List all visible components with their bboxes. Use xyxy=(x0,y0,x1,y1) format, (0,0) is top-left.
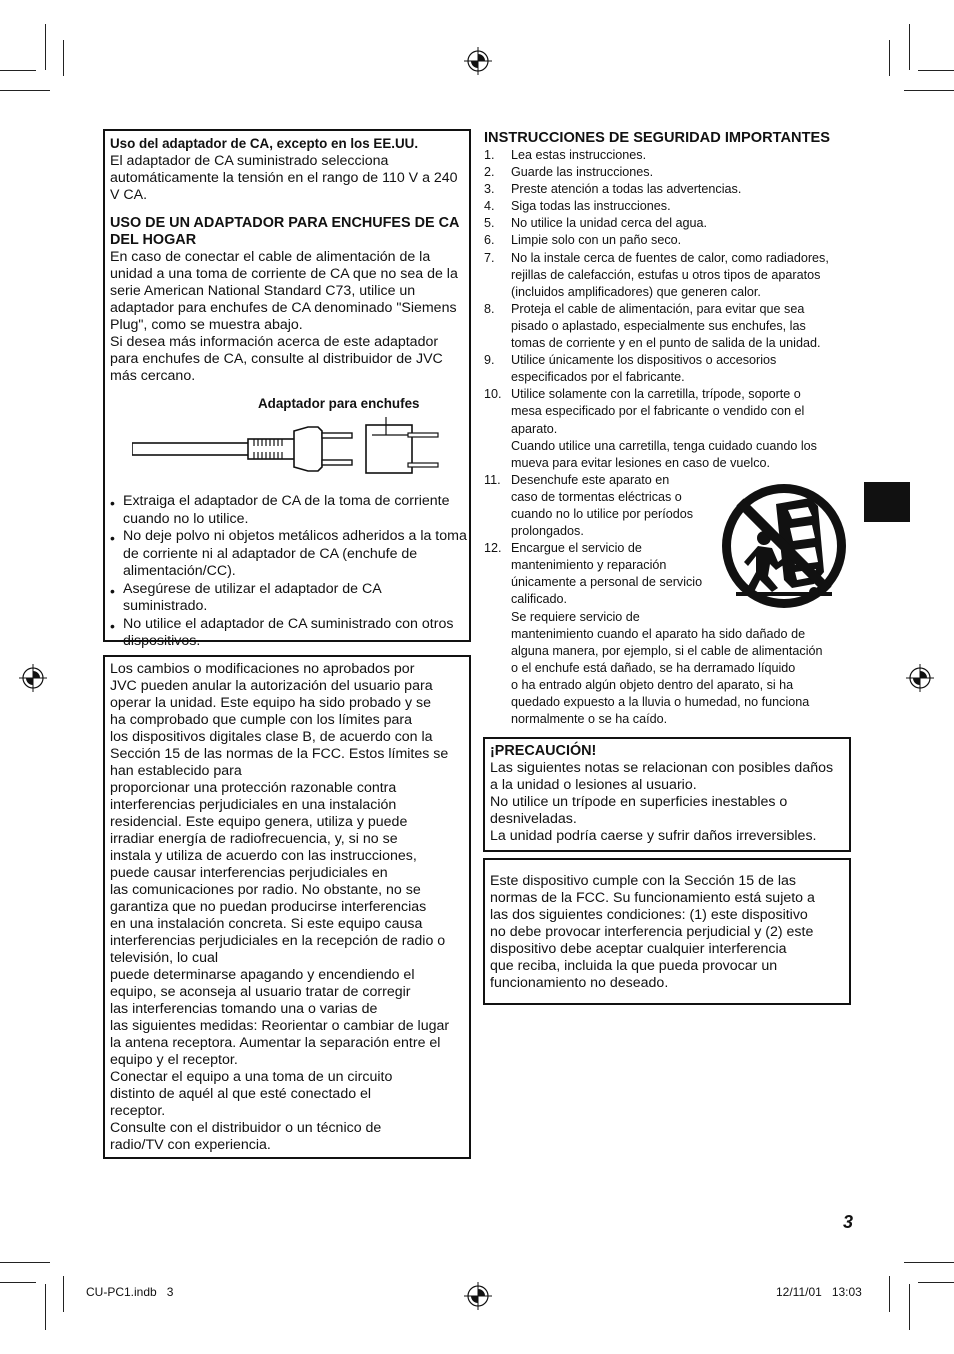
item-number: 4. xyxy=(484,199,495,214)
text-line: Lea estas instrucciones. xyxy=(511,148,647,162)
text-line: han establecido para xyxy=(110,763,242,779)
text-line: mesa especificado por el fabricante o vendido con el xyxy=(511,404,805,419)
text-line: mantenimiento cuando el aparato ha sido dañado de xyxy=(511,626,806,641)
ac-adapter-box xyxy=(103,129,471,649)
text-line: garantiza que no puedan producirse interferencias xyxy=(110,899,427,915)
registration-mark-bottom xyxy=(464,1282,492,1310)
item-text xyxy=(511,198,856,215)
text-line: la antena receptora. Aumentar la separación entre el xyxy=(110,1035,441,1051)
adapter-paragraph: El adaptador de CA suministrado selecciona automáticamente la tensión en el rango de 110 V a 240 V CA. xyxy=(110,153,458,203)
text-line: interferencias perjudiciales en una instalación xyxy=(110,797,397,813)
home-adapter-more-info: Si desea más información acerca de este adaptador para enchufes de CA, consulte al distribuidor de JVC más cercano. xyxy=(110,334,443,384)
safety-title: INSTRUCCIONES DE SEGURIDAD IMPORTANTES xyxy=(484,130,830,146)
safety-item xyxy=(484,386,856,471)
text-line: quedado expuesto a la lluvia o humedad, no funciona xyxy=(511,695,810,709)
footer-file: CU-PC1.indb 3 xyxy=(86,1285,174,1299)
text-line: normalmente o se ha caído. xyxy=(511,712,668,727)
text-line: en una instalación concreta. Si este equipo causa xyxy=(110,916,423,932)
text-line: Desenchufe este aparato en xyxy=(511,472,670,487)
registration-mark-right xyxy=(906,664,934,692)
text-line: caso de tormentas eléctricas o xyxy=(511,489,682,504)
text-line: cuando no lo utilice por períodos xyxy=(511,506,694,521)
text-line: normas de la FCC. Su funcionamiento está sujeto a xyxy=(490,890,815,906)
adapter-bullet-list xyxy=(110,493,468,651)
item-text xyxy=(511,352,856,386)
item-number: 6. xyxy=(484,233,495,248)
text-line: rejillas de calefacción, estufas u otros tipos de aparatos xyxy=(511,267,821,282)
text-line: No la instale cerca de fuentes de calor, como radiadores, xyxy=(511,250,829,265)
text-line: dispositivo debe aceptar cualquier interferencia xyxy=(490,941,787,957)
item-text xyxy=(511,181,856,198)
text-line: o el enchufe está dañado, se ha derramado líquido xyxy=(511,660,796,675)
text-line: las dos siguientes condiciones: (1) este dispositivo xyxy=(490,907,808,923)
home-adapter-paragraph: En caso de conectar el cable de alimentación de la unidad a una toma de corriente de CA que no sea de la serie American National Standard C73, utilice un adaptador para enchufes de CA denominado "Siemens Plug", como se muestra abajo. xyxy=(110,249,458,333)
caution-box xyxy=(483,737,851,852)
list-item: • Asegúrese de utilizar el adaptador de CA suministrado. xyxy=(110,581,468,616)
safety-item xyxy=(484,147,856,164)
fcc-compliance-box xyxy=(483,858,851,1005)
safety-item xyxy=(484,164,856,181)
text-line: Los cambios o modificaciones no aprobados por xyxy=(110,661,415,677)
list-item: • Extraiga el adaptador de CA de la toma de corriente cuando no lo utilice. xyxy=(110,493,468,528)
text-line: que reciba, incluida la que pueda provocar un xyxy=(490,958,778,974)
text-line: a la unidad o lesiones al usuario. xyxy=(490,777,697,793)
text-line: irradiar energía de radiofrecuencia, y, si no se xyxy=(110,831,398,847)
text-line: Sección 15 de las normas de la FCC. Estos límites se xyxy=(110,746,449,762)
text-line: Proteja el cable de alimentación, para evitar que sea xyxy=(511,301,805,316)
text-line: Preste atención a todas las advertencias. xyxy=(511,182,742,197)
text-line: No utilice un trípode en superficies inestables o xyxy=(490,794,788,810)
text-line: alguna manera, por ejemplo, si el cable de alimentación xyxy=(511,643,823,658)
text-line: interferencias perjudiciales en la recepción de radio o xyxy=(110,933,446,949)
safety-item xyxy=(484,181,856,198)
page-number: 3 xyxy=(843,1212,854,1232)
text-line: aparato. xyxy=(511,421,558,436)
text-line: ha comprobado que cumple con los límites para xyxy=(110,712,413,728)
text-line: tomas de corriente y en el punto de salida de la unidad. xyxy=(511,336,821,351)
section-tab xyxy=(864,482,910,522)
text-line: los dispositivos digitales clase B, de acuerdo con la xyxy=(110,729,433,745)
safety-list xyxy=(484,147,856,728)
safety-item xyxy=(484,301,856,352)
list-item: • No deje polvo ni objetos metálicos adheridos a la toma de corriente ni al adaptador de CA (enchufe de alimentación/CC). xyxy=(110,528,468,581)
text-line: La unidad podría caerse y sufrir daños irreversibles. xyxy=(490,828,817,844)
text-line: receptor. xyxy=(110,1103,166,1119)
text-line: Las siguientes notas se relacionan con posibles daños xyxy=(490,760,834,776)
item-text xyxy=(511,301,856,352)
text-line: Utilice solamente con la carretilla, trípode, soporte o xyxy=(511,387,801,402)
text-line: las siguientes medidas: Reorientar o cambiar de lugar xyxy=(110,1018,450,1034)
text-line: mueva para evitar lesiones en caso de vuelco. xyxy=(511,455,771,470)
text-line: radio/TV con experiencia. xyxy=(110,1137,271,1153)
text-line: las comunicaciones por radio. No obstante, no se xyxy=(110,882,421,898)
text-line: proporcionar una protección razonable contra xyxy=(110,780,397,796)
text-line: instala y utiliza de acuerdo con las instrucciones, xyxy=(110,848,417,864)
text-line: mantenimiento y reparación xyxy=(511,558,667,573)
text-line: JVC pueden anular la autorización del usuario para xyxy=(110,678,433,694)
footer-date: 12/11/01 13:03 xyxy=(776,1285,862,1299)
text-line: televisión, lo cual xyxy=(110,950,219,966)
text-line: equipo, se aconseja al usuario tratar de corregir xyxy=(110,984,411,1000)
text-line: puede causar interferencias perjudiciales en xyxy=(110,865,388,881)
item-number: 11. xyxy=(484,472,501,487)
item-text xyxy=(511,215,856,232)
text-line: prolongados. xyxy=(511,524,584,539)
text-line: Utilice únicamente los dispositivos o accesorios xyxy=(511,353,777,368)
text-line: funcionamiento no deseado. xyxy=(490,975,669,991)
item-text xyxy=(511,250,856,301)
safety-item xyxy=(484,232,856,249)
text-line: residencial. Este equipo genera, utiliza y puede xyxy=(110,814,408,830)
text-line: Cuando utilice una carretilla, tenga cuidado cuando los xyxy=(511,438,817,453)
home-adapter-heading: USO DE UN ADAPTADOR PARA ENCHUFES DE CA DEL HOGAR xyxy=(110,215,459,248)
text-line: distinto de aquél al que esté conectado el xyxy=(110,1086,372,1102)
text-line: No utilice la unidad cerca del agua. xyxy=(511,216,708,231)
text-line: Se requiere servicio de xyxy=(511,609,640,624)
text-line: Conectar el equipo a una toma de un circuito xyxy=(110,1069,393,1085)
item-number: 3. xyxy=(484,182,495,197)
safety-item xyxy=(484,352,856,386)
safety-item xyxy=(484,215,856,232)
text-line: Guarde las instrucciones. xyxy=(511,165,654,180)
item-number: 10. xyxy=(484,387,502,402)
plug-adapter-illustration xyxy=(132,417,452,483)
cart-tipover-warning-icon xyxy=(714,476,854,616)
text-line: Siga todas las instrucciones. xyxy=(511,199,671,214)
item-text xyxy=(511,164,856,181)
item-number: 9. xyxy=(484,353,495,368)
figure-label: Adaptador para enchufes xyxy=(258,396,420,411)
item-text xyxy=(511,386,856,471)
text-line: (incluidos amplificadores) que generen calor. xyxy=(511,284,761,299)
text-line: Limpie solo con un paño seco. xyxy=(511,233,682,248)
item-number: 8. xyxy=(484,301,495,316)
text-line: desniveladas. xyxy=(490,811,577,827)
text-line: Este dispositivo cumple con la Sección 15 de las xyxy=(490,873,796,889)
text-line: especificados por el fabricante. xyxy=(511,370,685,385)
caution-title: ¡PRECAUCIÓN! xyxy=(490,743,597,759)
text-line: únicamente a personal de servicio xyxy=(511,575,703,590)
safety-item xyxy=(484,250,856,301)
list-item: • No utilice el adaptador de CA suministrado con otros dispositivos. xyxy=(110,616,468,651)
text-line: las interferencias tomando una o varias de xyxy=(110,1001,378,1017)
item-number: 7. xyxy=(484,250,495,265)
item-text xyxy=(511,147,856,164)
fcc-notice-box xyxy=(103,655,471,1159)
item-number: 1. xyxy=(484,148,495,162)
text-line: operar la unidad. Este equipo ha sido probado y se xyxy=(110,695,432,711)
text-line: Consulte con el distribuidor o un técnico de xyxy=(110,1120,382,1136)
item-number: 12. xyxy=(484,541,502,556)
registration-mark-left xyxy=(19,664,47,692)
text-line: puede determinarse apagando y encendiendo el xyxy=(110,967,415,983)
text-line: equipo y el receptor. xyxy=(110,1052,238,1068)
item-text xyxy=(511,232,856,249)
adapter-heading: Uso del adaptador de CA, excepto en los EE.UU. xyxy=(110,136,419,151)
text-line: calificado. xyxy=(511,592,568,607)
fcc-notice-text xyxy=(110,661,465,1154)
text-line: pisado o aplastado, especialmente sus enchufes, las xyxy=(511,318,806,333)
item-number: 2. xyxy=(484,165,495,180)
text-line: no debe provocar interferencia perjudicial y (2) este xyxy=(490,924,814,940)
safety-item xyxy=(484,198,856,215)
text-line: Encargue el servicio de xyxy=(511,541,642,556)
caution-text xyxy=(490,760,845,845)
text-line: o ha entrado algún objeto dentro del aparato, si ha xyxy=(511,677,794,692)
compliance-text xyxy=(490,873,845,992)
registration-mark-top xyxy=(464,47,492,75)
item-number: 5. xyxy=(484,216,495,231)
